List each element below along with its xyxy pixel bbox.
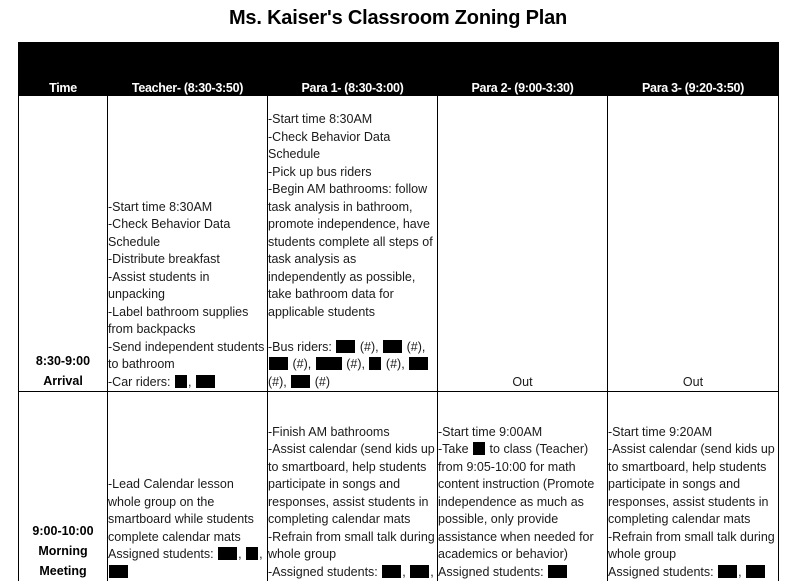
bus-riders-label: -Bus riders: <box>268 339 332 354</box>
task-line: -Refrain from small talk during whole group <box>268 529 435 561</box>
task-line: -Distribute breakfast <box>108 252 220 266</box>
teacher-cell-morning-meeting <box>108 392 268 581</box>
task-line: -Start time 9:00AM <box>438 424 543 439</box>
time-cell-arrival <box>19 96 108 392</box>
redacted-name <box>473 442 485 455</box>
car-riders-label: -Car riders: <box>108 374 171 389</box>
para1-cell-morning-meeting <box>268 392 438 581</box>
time-label: Arrival <box>43 374 83 388</box>
assigned-students-line <box>438 564 607 581</box>
time-cell-morning-meeting <box>19 392 108 581</box>
table-header <box>19 43 779 96</box>
count-marker: (#) <box>406 339 422 354</box>
time-label: Morning <box>38 544 88 558</box>
task-line: -Assist calendar (send kids up to smartboard, help students participate in songs and responses, assist students in completing calendar mats <box>608 442 775 526</box>
para2-cell-arrival: Out <box>438 96 608 392</box>
task-line: -Refrain from small talk during whole group <box>608 529 775 561</box>
task-line: -Label bathroom supplies from backpacks <box>108 304 249 336</box>
task-line: -Start time 8:30AM <box>268 112 373 126</box>
task-line: -Check Behavior Data Schedule <box>108 217 231 249</box>
task-line: -Begin AM bathrooms: follow task analysis in bathroom, promote independence, have students complete all steps of task analysis as independently as possible, take bathroom data for applicable students <box>268 182 433 319</box>
redacted-name <box>269 357 288 370</box>
redacted-name <box>382 565 401 578</box>
page-title: Ms. Kaiser's Classroom Zoning Plan <box>228 7 568 29</box>
spacer-line <box>268 321 437 339</box>
count-marker: (#) <box>314 374 330 389</box>
take-detail: to class (Teacher) from 9:05-10:00 for math content instruction (Promote independence as much as possible, only provide assistance when needed for academics or behavior) <box>438 442 595 561</box>
assigned-students-line: Assigned students: , , <box>108 546 267 581</box>
time-range: 9:00-10:00 <box>32 524 94 538</box>
column-header-para-3: Para 3- (9:20-3:50) <box>608 43 779 96</box>
redacted-name <box>548 565 567 578</box>
para3-cell-arrival: Out <box>608 96 779 392</box>
redacted-name <box>316 357 342 370</box>
time-label: Meeting <box>39 564 87 578</box>
column-header-teacher: Teacher- (8:30-3:50) <box>108 43 268 96</box>
redacted-name <box>336 340 355 353</box>
header-row <box>19 43 779 96</box>
task-line: -Send independent students to bathroom <box>108 339 265 371</box>
count-marker: (#) <box>268 374 284 389</box>
count-marker: (#) <box>385 357 402 371</box>
car-riders-line: -Car riders: , <box>108 374 267 392</box>
assigned-students-label: -Assigned students: <box>268 564 378 579</box>
bus-riders-line: -Bus riders: (#), (#), (#), (#), (#), (#), (#) <box>268 339 437 392</box>
time-range: 8:30-9:00 <box>35 354 91 368</box>
zoning-table-wrap <box>18 42 778 581</box>
zoning-table <box>18 42 779 581</box>
task-line: -Lead Calendar lesson whole group on the smartboard while students complete calendar mats <box>108 477 254 544</box>
assigned-students-label: Assigned students: <box>108 547 214 561</box>
para3-cell-morning-meeting <box>608 392 779 581</box>
task-line: -Start time 9:20AM <box>608 424 713 439</box>
assigned-students-label: Assigned students: <box>438 564 544 579</box>
table-row <box>19 392 779 581</box>
task-line: -Check Behavior Data Schedule <box>268 129 391 161</box>
column-header-para-2: Para 2- (9:00-3:30) <box>438 43 608 96</box>
assigned-students-line: -Assigned students: , , <box>268 564 434 579</box>
redacted-name <box>218 547 237 560</box>
redacted-name <box>718 565 737 578</box>
assigned-students-line: Assigned students: , <box>608 564 778 581</box>
teacher-cell-arrival <box>108 96 268 392</box>
column-header-para-1: Para 1- (8:30-3:00) <box>268 43 438 96</box>
redacted-name <box>409 357 428 370</box>
table-row <box>19 96 779 392</box>
redacted-name <box>246 547 258 560</box>
redacted-name <box>196 375 215 388</box>
task-line: -Assist students in unpacking <box>108 269 210 301</box>
redacted-name <box>410 565 429 578</box>
redacted-name <box>746 565 765 578</box>
redacted-name <box>291 375 310 388</box>
assigned-students-label: Assigned students: <box>608 564 714 579</box>
task-line: -Pick up bus riders <box>268 164 372 179</box>
task-line: -Finish AM bathrooms <box>268 424 390 439</box>
redacted-name <box>383 340 402 353</box>
take-student-line <box>438 441 607 564</box>
redacted-name <box>175 375 187 388</box>
redacted-name <box>369 357 381 370</box>
table-body <box>19 96 779 581</box>
count-marker: (#) <box>346 357 362 371</box>
take-label: -Take <box>438 442 469 456</box>
count-marker: (#) <box>292 357 308 371</box>
task-line: -Start time 8:30AM <box>108 199 213 214</box>
redacted-name <box>109 565 128 578</box>
para1-cell-arrival <box>268 96 438 392</box>
count-marker: (#) <box>359 339 376 354</box>
task-line: -Assist calendar (send kids up to smartboard, help students participate in songs and responses, assist students in completing calendar mats <box>268 442 435 526</box>
para2-cell-morning-meeting <box>438 392 608 581</box>
column-header-time: Time <box>19 43 108 96</box>
